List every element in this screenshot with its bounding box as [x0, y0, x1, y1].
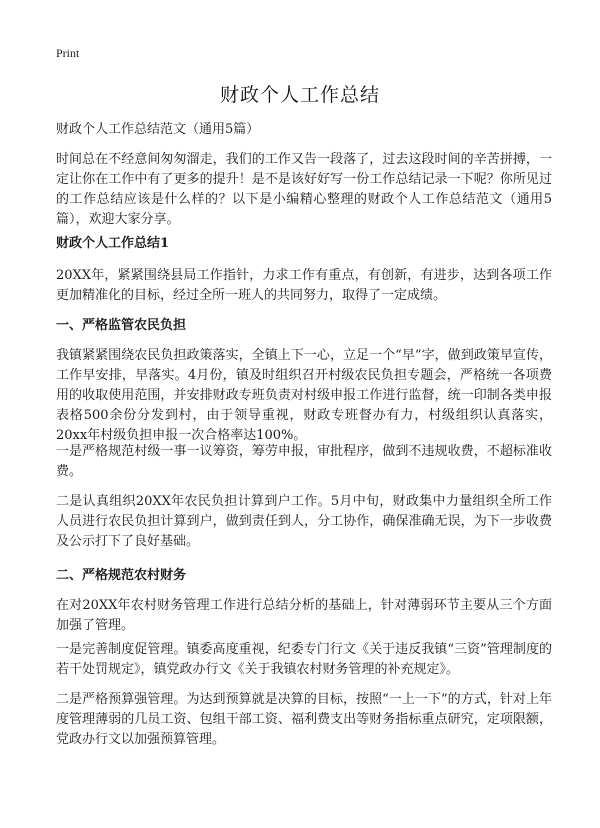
print-label[interactable]: Print — [56, 46, 80, 60]
document-title: 财政个人工作总结 — [219, 84, 380, 106]
paragraph-6: 一是完善制度促管理。镇委高度重视，纪委专门行文《关于违反我镇“三资”管理制度的若干处罚规定》，镇党政办行文《关于我镇农村财务管理的补充规定》。 — [56, 642, 552, 677]
paragraph-2: 我镇紧紧围绕农民负担政策落实，全镇上下一心，立足一个“早”字，做到政策早宣传，工作早安排，早落实。4月份，镇及时组织召开村级农民负担专题会，严格统一各项费用的收取使用范围，并安排财政专班负责对村级申报工作进行监督，统一印制各类申报表格500余份分发到村，由于领导重视，财政专班督办有力，村级组织认真落实，20xx年村级负担申报一次合格率达100%。 — [56, 348, 552, 443]
paragraph-4: 二是认真组织20XX年农民负担计算到户工作。5月中旬，财政集中力量组织全所工作人员进行农民负担计算到户，做到责任到人，分工协作，确保准确无误，为下一步收费及公示打下了良好基础。 — [56, 494, 552, 549]
paragraph-7: 二是严格预算强管理。为达到预算就是决算的目标，按照“一上一下”的方式，针对上年度管理薄弱的几员工资、包组干部工资、福利费支出等财务指标重点研究，定项限额，党政办行文以加强预算管理。 — [56, 692, 552, 747]
heading-1: 一、严格监管农民负担 — [56, 318, 187, 333]
section-title: 财政个人工作总结1 — [56, 236, 170, 251]
paragraph-3: 一是严格规范村级一事一议筹资，筹劳申报，审批程序，做到不违规收费，不超标准收费。 — [56, 444, 552, 479]
paragraph-5: 在对20XX年农村财务管理工作进行总结分析的基础上，针对薄弱环节主要从三个方面加强了管理。 — [56, 598, 552, 633]
document-subtitle: 财政个人工作总结范文（通用5篇） — [56, 122, 260, 137]
heading-2: 二、严格规范农村财务 — [56, 568, 187, 583]
paragraph-1: 20XX年，紧紧围绕县局工作指针，力求工作有重点，有创新，有进步，达到各项工作更加精准化的目标，经过全所一班人的共同努力，取得了一定成绩。 — [56, 268, 552, 303]
intro-paragraph: 时间总在不经意间匆匆溜走，我们的工作又告一段落了，过去这段时间的辛苦拼搏，一定让你在工作中有了更多的提升！是不是该好好写一份工作总结记录一下呢？你所见过的工作总结应该是什么样的？以下是小编精心整理的财政个人工作总结范文（通用5篇），欢迎大家分享。 — [56, 152, 552, 227]
